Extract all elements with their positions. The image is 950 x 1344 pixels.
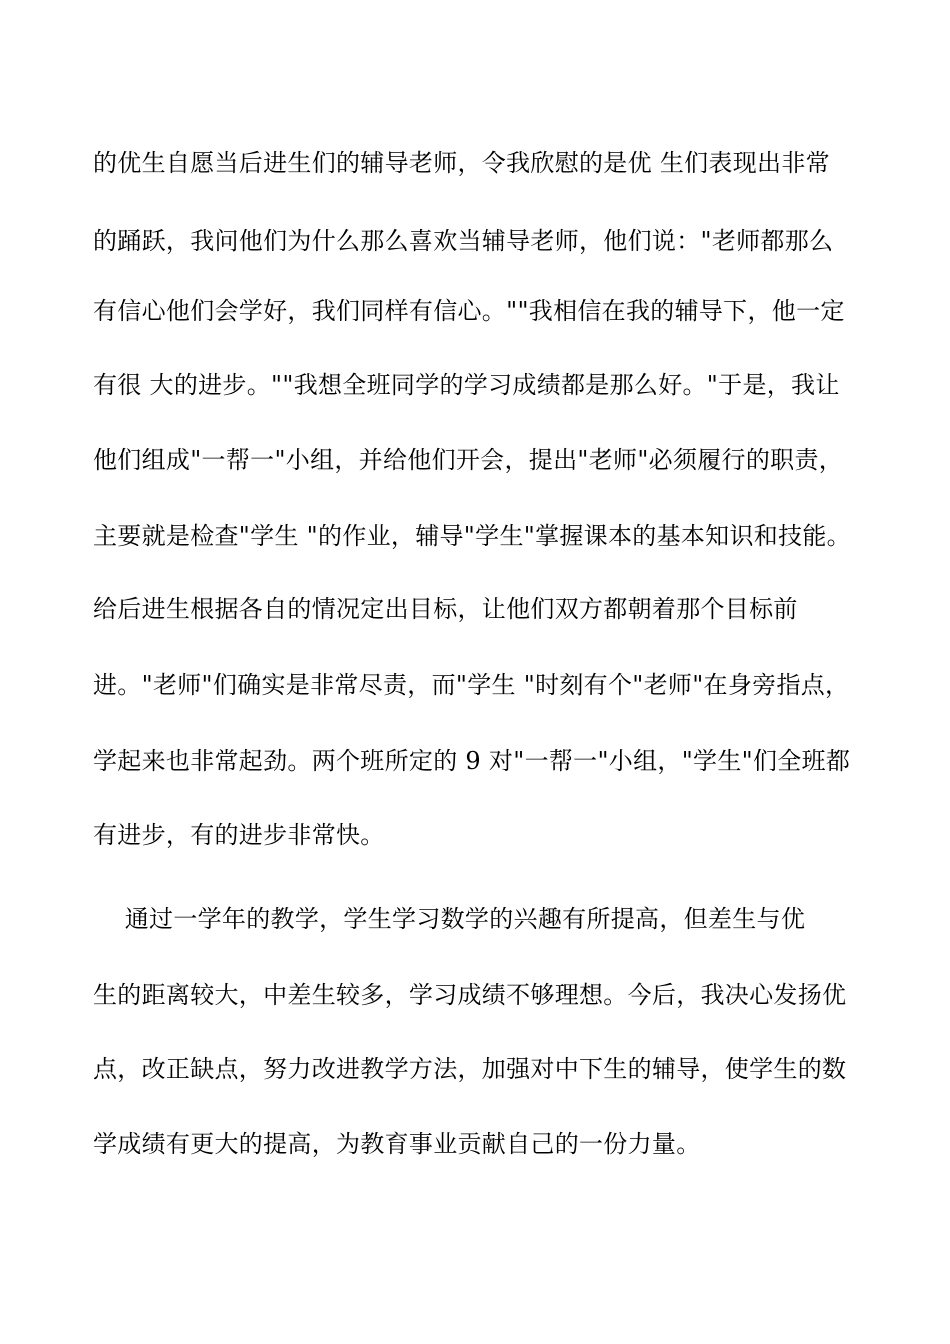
text-line-6: 主要就是检查"学生 "的作业，辅导"学生"掌握课本的基本知识和技能。 [93, 522, 851, 550]
text-line-11: 通过一学年的教学，学生学习数学的兴趣有所提高，但差生与优 [93, 905, 806, 933]
text-line-14: 学成绩有更大的提高，为教育事业贡献自己的一份力量。 [93, 1130, 701, 1158]
text-line-12: 生的距离较大，中差生较多，学习成绩不够理想。今后，我决心发扬优 [93, 981, 847, 1009]
text-line-3: 有信心他们会学好，我们同样有信心。""我相信在我的辅导下，他一定 [93, 297, 845, 325]
text-line-5: 他们组成"一帮一"小组，并给他们开会，提出"老师"必须履行的职责， [93, 446, 844, 474]
text-line-7: 给后进生根据各自的情况定出目标，让他们双方都朝着那个目标前 [93, 595, 798, 623]
text-line-10: 有进步，有的进步非常快。 [93, 821, 385, 849]
text-line-2: 的踊跃，我问他们为什么那么喜欢当辅导老师，他们说："老师都那么 [93, 227, 834, 255]
text-line-1: 的优生自愿当后进生们的辅导老师，令我欣慰的是优 生们表现出非常 [93, 149, 830, 177]
text-line-4: 有很 大的进步。""我想全班同学的学习成绩都是那么好。"于是，我让 [93, 371, 840, 399]
text-line-8: 进。"老师"们确实是非常尽责，而"学生 "时刻有个"老师"在身旁指点， [93, 671, 850, 699]
text-line-9: 学起来也非常起劲。两个班所定的 9 对"一帮一"小组，"学生"们全班都 [93, 747, 851, 775]
text-line-13: 点，改正缺点，努力改进教学方法，加强对中下生的辅导，使学生的数 [93, 1055, 847, 1083]
